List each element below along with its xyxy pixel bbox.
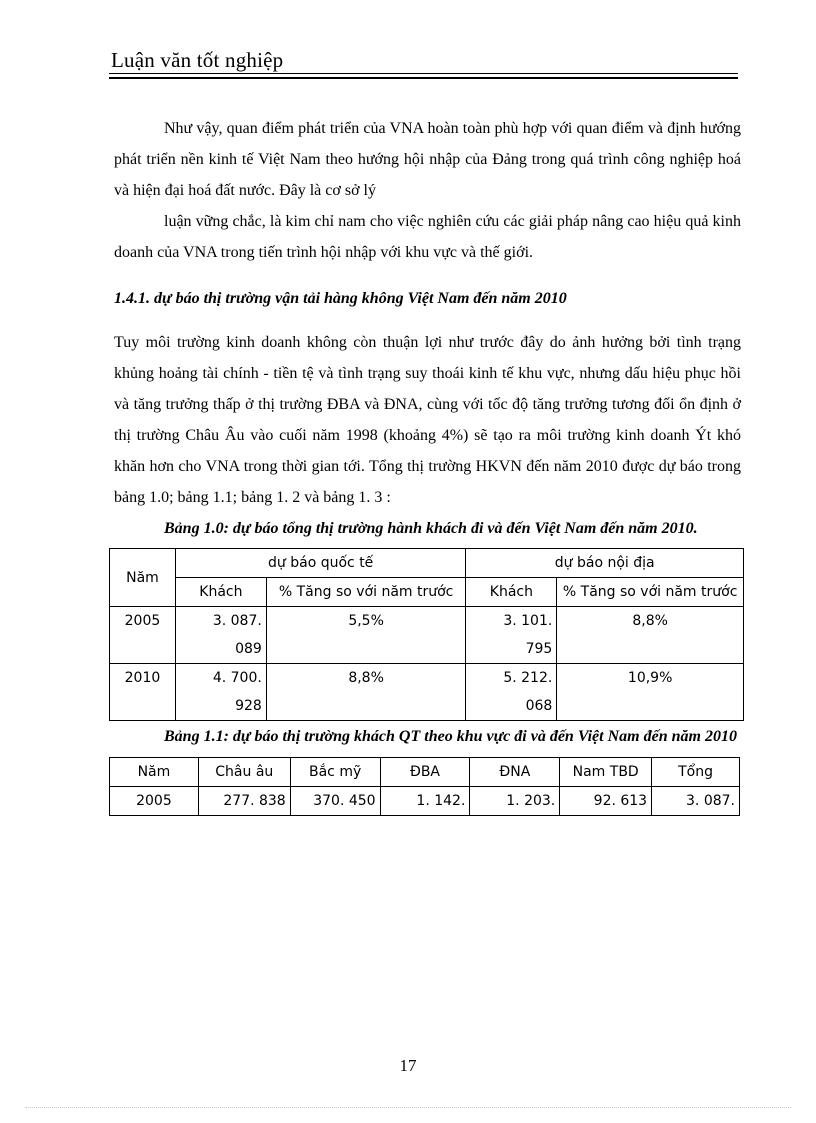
- cell-year: 2005: [110, 787, 199, 816]
- year-cell: 2005: [110, 607, 176, 664]
- dom-pax-cell: 3. 101. 795: [466, 607, 557, 664]
- year-header: Năm: [110, 549, 176, 607]
- table-row: [110, 607, 744, 664]
- table-row: [110, 787, 740, 816]
- cell-southeast-asia: 1. 203.: [470, 787, 560, 816]
- intl-pct-header: % Tăng so với năm trước: [266, 578, 466, 607]
- dom-pax-header: Khách: [466, 578, 557, 607]
- cell-south-pacific: 92. 613: [560, 787, 652, 816]
- intl-pax-cell: 4. 700. 928: [175, 664, 266, 721]
- col-header-europe: Châu âu: [198, 758, 290, 787]
- col-header-northeast-asia: ĐBA: [380, 758, 470, 787]
- dom-pax-cell: 5. 212. 068: [466, 664, 557, 721]
- table1-caption: Bảng 1.0: dự báo tổng thị trường hành khách đi và đến Việt Nam đến năm 2010.: [164, 520, 698, 537]
- intl-pct-cell: 8,8%: [266, 664, 466, 721]
- table-1: [109, 548, 744, 721]
- col-header-total: Tổng: [652, 758, 740, 787]
- col-header-year: Năm: [110, 758, 199, 787]
- dom-pct-header: % Tăng so với năm trước: [557, 578, 744, 607]
- col-header-south-pacific: Nam TBD: [560, 758, 652, 787]
- table-row: [110, 664, 744, 721]
- paragraph-2: Tuy môi trường kinh doanh không còn thuận lợi như trước đây do ảnh hưởng bởi tình trạng khủng hoảng tài chính - tiền tệ và tình trạng suy thoái kinh tế khu vực, nhưng dấu hiệu phục hồi và tăng trưởng thấp ở thị trường ĐBA và ĐNA, cùng với tốc độ tăng trưởng tương đối ổn định ở thị trường Châu Âu vào cuối năm 1998 (khoảng 4%) sẽ tạo ra môi trường kinh doanh Ýt khó khăn hơn cho VNA trong thời gian tới. Tổng thị trường HKVN đến năm 2010 được dự báo trong bảng 1.0; bảng 1.1; bảng 1. 2 và bảng 1. 3 :: [114, 334, 741, 506]
- intl-pax-header: Khách: [175, 578, 266, 607]
- paragraph-1b: luận vững chắc, là kim chỉ nam cho việc nghiên cứu các giải pháp nâng cao hiệu quả kinh doanh của VNA trong tiến trình hội nhập với khu vực và thế giới.: [114, 213, 741, 261]
- col-header-north-america: Bắc mỹ: [290, 758, 380, 787]
- header-double-rule: [109, 73, 738, 79]
- cell-north-america: 370. 450: [290, 787, 380, 816]
- cell-northeast-asia: 1. 142.: [380, 787, 470, 816]
- table-2: [109, 757, 740, 816]
- paragraph-1a: Như vậy, quan điểm phát triển của VNA hoàn toàn phù hợp với quan điểm và định hướng phát triển nền kinh tế Việt Nam theo hướng hội nhập của Đảng trong quá trình công nghiệp hoá và hiện đại hoá đất nước. Đây là cơ sở lý: [114, 120, 741, 199]
- footer-dotted-line: [25, 1107, 791, 1108]
- dom-pct-cell: 8,8%: [557, 607, 744, 664]
- dom-pct-cell: 10,9%: [557, 664, 744, 721]
- cell-europe: 277. 838: [198, 787, 290, 816]
- running-header: Luận văn tốt nghiệp: [111, 48, 284, 72]
- page-body: [114, 113, 741, 816]
- intl-pct-cell: 5,5%: [266, 607, 466, 664]
- domestic-forecast-header: dự báo nội địa: [466, 549, 744, 578]
- col-header-southeast-asia: ĐNA: [470, 758, 560, 787]
- cell-total: 3. 087.: [652, 787, 740, 816]
- page-number: 17: [399, 1056, 417, 1075]
- section-heading: 1.4.1. dự báo thị trường vận tải hàng không Việt Nam đến năm 2010: [114, 290, 567, 307]
- intl-pax-cell: 3. 087. 089: [175, 607, 266, 664]
- intl-forecast-header: dự báo quốc tế: [175, 549, 465, 578]
- year-cell: 2010: [110, 664, 176, 721]
- table2-caption: Bảng 1.1: dự báo thị trường khách QT theo khu vực đi và đến Việt Nam đến năm 2010: [164, 728, 737, 745]
